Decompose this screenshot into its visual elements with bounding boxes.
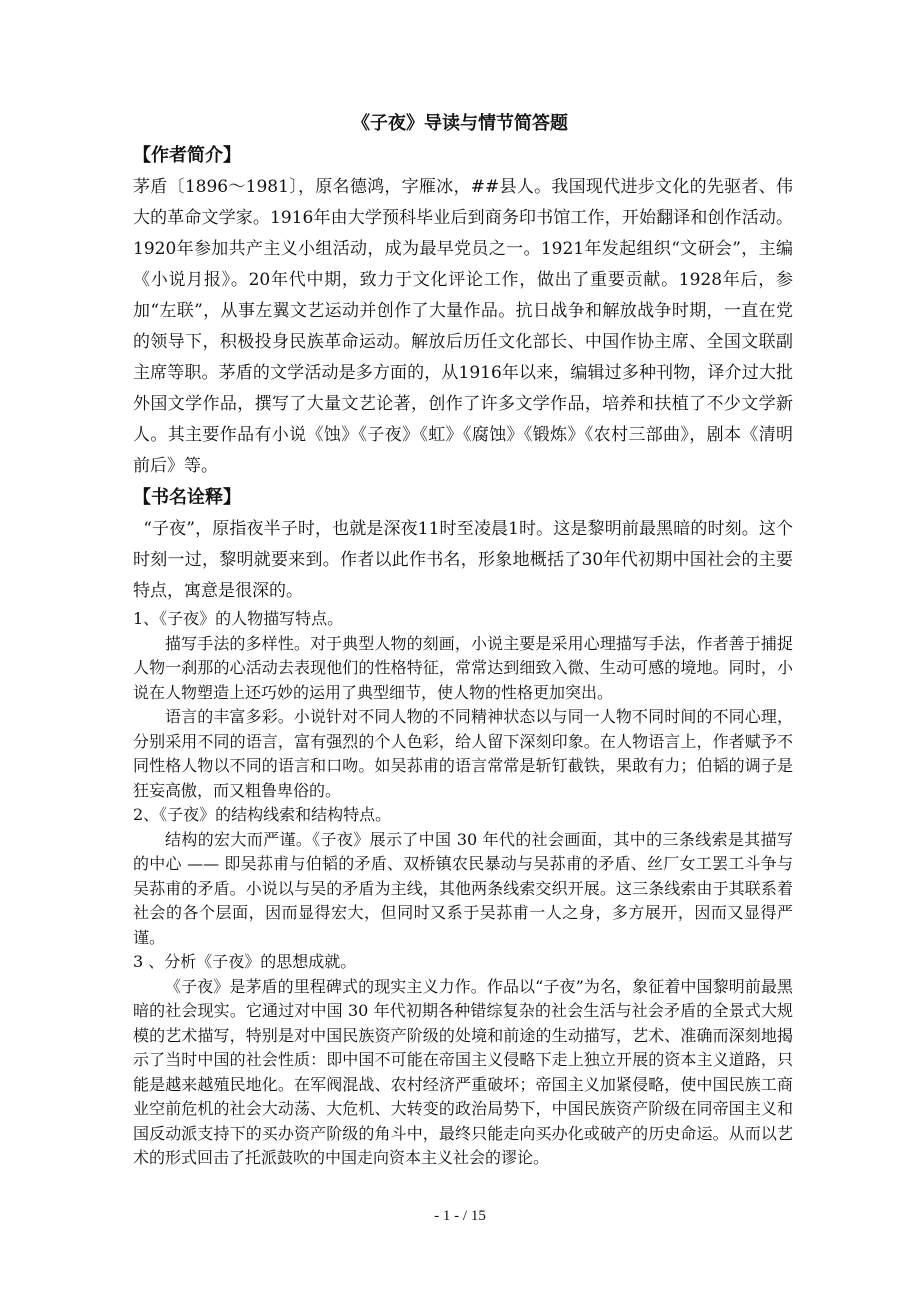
document-title: 《子夜》导读与情节简答题 (352, 113, 568, 134)
page-number: - 1 - / 15 (434, 1208, 486, 1224)
book-name-paragraph: “子夜”，原指夜半子时，也就是深夜11时至凌晨1时。这是黎明前最黑暗的时刻。这个时刻一过，黎明就要来到。作者以此作书名，形象地概括了30年代初期中国社会的主要特点，寓意是很深的。 (133, 519, 793, 601)
question-1-answer-paragraph-2: 语言的丰富多彩。小说针对不同人物的不同精神状态以与同一人物不同时间的不同心理，分别采用不同的语言，富有强烈的个人色彩，给人留下深刻印象。在人物语言上，作者赋予不同性格人物以不同的语言和口吻。如吴荪甫的语言常常是斩钉截铁，果敢有力；伯韬的调子是狂妄高傲，而又粗鲁卑俗的。 (133, 707, 793, 800)
question-2-heading: 2、《子夜》的结构线索和结构特点。 (133, 805, 392, 824)
question-3-heading: 3 、分析《子夜》的思想成就。 (133, 952, 357, 971)
question-3-answer-paragraph: 《子夜》是茅盾的里程碑式的现实主义力作。作品以“子夜”为名，象征着中国黎明前最黑暗的社会现实。它通过对中国 30 年代初期各种错综复杂的社会生活与社会矛盾的全景式大规模的艺术描写，特别是对中国民族资产阶级的处境和前途的生动描写，艺术、准确而深刻地揭示了当时中国的社会性质：即中国不可能在帝国主义侵略下走上独立开展的资本主义道路，只能是越来越殖民地化。在军阀混战、农村经济严重破坏；帝国主义加紧侵略，使中国民族工商业空前危机的社会大动荡、大危机、大转变的政治局势下，中国民族资产阶级在同帝国主义和国反动派支持下的买办资产阶级的角斗中，最终只能走向买办化或破产的历史命运。从而以艺术的形式回击了托派鼓吹的中国走向资本主义社会的谬论。 (133, 976, 793, 1167)
document-body (133, 140, 793, 1171)
question-1-answer-paragraph-1: 描写手法的多样性。对于典型人物的刻画，小说主要是采用心理描写手法，作者善于捕捉人物一刹那的心活动去表现他们的性格特征，常常达到细致入微、生动可感的境地。同时，小说在人物塑造上还巧妙的运用了典型细节，使人物的性格更加突出。 (133, 633, 793, 702)
author-intro-paragraph: 茅盾〔1896～1981〕，原名德鸿，字雁冰，##县人。我国现代进步文化的先驱者、伟大的革命文学家。1916年由大学预科毕业后到商务印书馆工作，开始翻译和创作活动。1920年参加共产主义小组活动，成为最早党员之一。1921年发起组织“文研会”，主编《小说月报》。20年代中期，致力于文化评论工作，做出了重要贡献。1928年后，参加“左联”，从事左翼文艺运动并创作了大量作品。抗日战争和解放战争时期，一直在党的领导下，积极投身民族革命运动。解放后历任文化部长、中国作协主席、全国文联副主席等职。茅盾的文学活动是多方面的，从1916年以来，编辑过多种刊物，译介过大批外国文学作品，撰写了大量文艺论著，创作了许多文学作品，培养和扶植了不少文学新人。其主要作品有小说《蚀》《子夜》《虹》《腐蚀》《锻炼》《农村三部曲》，剧本《清明前后》等。 (133, 177, 793, 476)
question-1-heading: 1、《子夜》的人物描写特点。 (133, 609, 344, 628)
author-intro-heading: 【作者简介】 (133, 145, 241, 166)
book-name-heading: 【书名诠释】 (133, 487, 241, 508)
question-2-answer-paragraph: 结构的宏大而严谨。《子夜》展示了中国 30 年代的社会画面，其中的三条线索是其描写的中心 —— 即吴荪甫与伯韬的矛盾、双桥镇农民暴动与吴荪甫的矛盾、丝厂女工罢工斗争与吴荪甫的矛盾。小说以与吴的矛盾为主线，其他两条线索交织开展。这三条线索由于其联系着社会的各个层面，因而显得宏大，但同时又系于吴荪甫一人之身，多方展开，因而又显得严谨。 (133, 829, 793, 947)
